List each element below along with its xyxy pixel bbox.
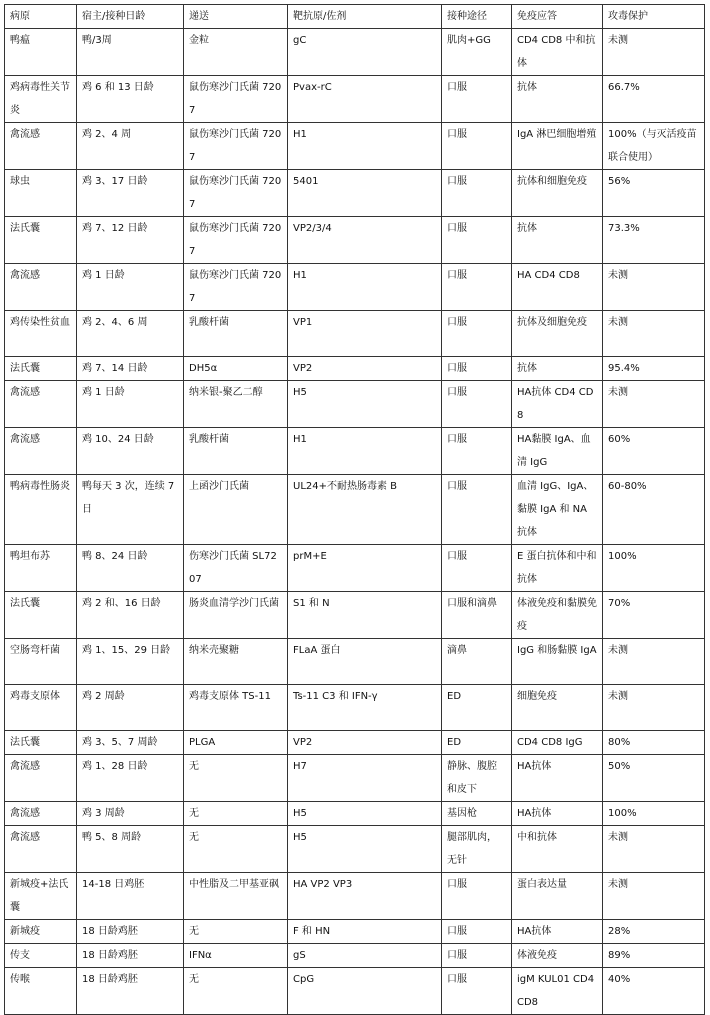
table-row [5, 475, 705, 545]
cell-challenge-protection: 70% [603, 592, 705, 639]
cell-antigen-adjuvant: VP2/3/4 [288, 217, 442, 264]
cell-challenge-protection: 60% [603, 428, 705, 475]
table-row [5, 76, 705, 123]
cell-route: 口服 [442, 381, 512, 428]
table-row [5, 29, 705, 76]
table-row [5, 920, 705, 944]
cell-host-age: 鸭 5、8 周龄 [77, 826, 184, 873]
table-row [5, 802, 705, 826]
cell-delivery: 中性脂及二甲基亚砜 [184, 873, 288, 920]
cell-delivery: IFNα [184, 944, 288, 968]
cell-antigen-adjuvant: UL24+不耐热肠毒素 B [288, 475, 442, 545]
cell-pathogen: 鸭病毒性肠炎 [5, 475, 77, 545]
table-row [5, 217, 705, 264]
cell-route: 口服 [442, 357, 512, 381]
table-row [5, 123, 705, 170]
cell-route: 口服 [442, 920, 512, 944]
cell-immune-response: HA黏膜 IgA、血清 IgG [512, 428, 603, 475]
cell-pathogen: 禽流感 [5, 755, 77, 802]
cell-delivery: 无 [184, 968, 288, 1015]
cell-pathogen: 禽流感 [5, 264, 77, 311]
vaccine-table [4, 4, 705, 1015]
cell-pathogen: 传支 [5, 944, 77, 968]
cell-pathogen: 禽流感 [5, 381, 77, 428]
cell-route: 口服 [442, 968, 512, 1015]
cell-antigen-adjuvant: H1 [288, 123, 442, 170]
table-row [5, 545, 705, 592]
cell-pathogen: 新城疫 [5, 920, 77, 944]
cell-route: ED [442, 685, 512, 731]
cell-antigen-adjuvant: H5 [288, 826, 442, 873]
cell-immune-response: 抗体及细胞免疫 [512, 311, 603, 357]
cell-delivery: 伤寒沙门氏菌 SL7207 [184, 545, 288, 592]
cell-route: 静脉、腹腔和皮下 [442, 755, 512, 802]
cell-pathogen: 法氏囊 [5, 592, 77, 639]
cell-host-age: 鸡 2 周龄 [77, 685, 184, 731]
cell-antigen-adjuvant: VP2 [288, 731, 442, 755]
header-row [5, 5, 705, 29]
cell-antigen-adjuvant: F 和 HN [288, 920, 442, 944]
cell-route: 口服 [442, 944, 512, 968]
cell-pathogen: 空肠弯杆菌 [5, 639, 77, 685]
cell-delivery: 上函沙门氏菌 [184, 475, 288, 545]
cell-antigen-adjuvant: gC [288, 29, 442, 76]
cell-delivery: 鼠伤寒沙门氏菌 7207 [184, 217, 288, 264]
cell-host-age: 鸡 3、17 日龄 [77, 170, 184, 217]
cell-immune-response: 抗体 [512, 76, 603, 123]
cell-delivery: PLGA [184, 731, 288, 755]
cell-route: 腿部肌肉，无针 [442, 826, 512, 873]
cell-host-age: 鸡 2、4、6 周 [77, 311, 184, 357]
cell-pathogen: 鸭坦布苏 [5, 545, 77, 592]
cell-pathogen: 球虫 [5, 170, 77, 217]
cell-route: 基因枪 [442, 802, 512, 826]
cell-host-age: 鸡 1、28 日龄 [77, 755, 184, 802]
cell-challenge-protection: 100% [603, 802, 705, 826]
cell-challenge-protection: 60-80% [603, 475, 705, 545]
cell-antigen-adjuvant: prM+E [288, 545, 442, 592]
cell-pathogen: 鸡毒支原体 [5, 685, 77, 731]
cell-immune-response: HA抗体 [512, 920, 603, 944]
cell-immune-response: 蛋白表达量 [512, 873, 603, 920]
cell-challenge-protection: 未测 [603, 311, 705, 357]
cell-route: 口服 [442, 76, 512, 123]
cell-challenge-protection: 未测 [603, 685, 705, 731]
cell-immune-response: 细胞免疫 [512, 685, 603, 731]
cell-immune-response: E 蛋白抗体和中和抗体 [512, 545, 603, 592]
cell-immune-response: 血清 IgG、IgA、黏膜 IgA 和 NA 抗体 [512, 475, 603, 545]
cell-route: 口服和滴鼻 [442, 592, 512, 639]
cell-antigen-adjuvant: CpG [288, 968, 442, 1015]
cell-immune-response: HA抗体 [512, 802, 603, 826]
cell-delivery: 乳酸杆菌 [184, 428, 288, 475]
cell-delivery: 肠炎血清学沙门氏菌 [184, 592, 288, 639]
cell-immune-response: 中和抗体 [512, 826, 603, 873]
cell-immune-response: 抗体 [512, 357, 603, 381]
cell-challenge-protection: 73.3% [603, 217, 705, 264]
cell-delivery: DH5α [184, 357, 288, 381]
cell-delivery: 金粒 [184, 29, 288, 76]
cell-host-age: 鸡 1 日龄 [77, 264, 184, 311]
cell-host-age: 鸡 3、5、7 周龄 [77, 731, 184, 755]
table-row [5, 381, 705, 428]
table-row [5, 968, 705, 1015]
cell-route: 滴鼻 [442, 639, 512, 685]
cell-antigen-adjuvant: 5401 [288, 170, 442, 217]
header-antigen-adjuvant: 靶抗原/佐剂 [288, 5, 442, 29]
cell-host-age: 鸡 6 和 13 日龄 [77, 76, 184, 123]
cell-route: 口服 [442, 873, 512, 920]
cell-antigen-adjuvant: S1 和 N [288, 592, 442, 639]
cell-challenge-protection: 28% [603, 920, 705, 944]
cell-challenge-protection: 80% [603, 731, 705, 755]
cell-delivery: 无 [184, 920, 288, 944]
table-row [5, 357, 705, 381]
cell-pathogen: 传喉 [5, 968, 77, 1015]
cell-delivery: 鼠伤寒沙门氏菌 7207 [184, 123, 288, 170]
cell-antigen-adjuvant: VP2 [288, 357, 442, 381]
table-row [5, 311, 705, 357]
table-row [5, 592, 705, 639]
cell-pathogen: 禽流感 [5, 428, 77, 475]
cell-immune-response: 抗体 [512, 217, 603, 264]
cell-antigen-adjuvant: H1 [288, 264, 442, 311]
cell-immune-response: 体液免疫和黏膜免疫 [512, 592, 603, 639]
cell-immune-response: igM KUL01 CD4 CD8 [512, 968, 603, 1015]
cell-challenge-protection: 100% [603, 545, 705, 592]
header-immune-response: 免疫应答 [512, 5, 603, 29]
cell-challenge-protection: 50% [603, 755, 705, 802]
cell-antigen-adjuvant: Ts-11 C3 和 IFN-γ [288, 685, 442, 731]
table-row [5, 170, 705, 217]
cell-route: 口服 [442, 311, 512, 357]
header-challenge-protection: 攻毒保护 [603, 5, 705, 29]
cell-route: 口服 [442, 170, 512, 217]
cell-pathogen: 新城疫+法氏囊 [5, 873, 77, 920]
cell-route: 口服 [442, 475, 512, 545]
cell-challenge-protection: 95.4% [603, 357, 705, 381]
cell-antigen-adjuvant: gS [288, 944, 442, 968]
cell-delivery: 纳米银-聚乙二醇 [184, 381, 288, 428]
cell-antigen-adjuvant: HA VP2 VP3 [288, 873, 442, 920]
table-row [5, 755, 705, 802]
cell-immune-response: 体液免疫 [512, 944, 603, 968]
cell-immune-response: CD4 CD8 中和抗体 [512, 29, 603, 76]
cell-delivery: 鼠伤寒沙门氏菌 7207 [184, 264, 288, 311]
header-pathogen: 病原 [5, 5, 77, 29]
cell-challenge-protection: 89% [603, 944, 705, 968]
cell-delivery: 纳米壳聚糖 [184, 639, 288, 685]
cell-host-age: 14-18 日鸡胚 [77, 873, 184, 920]
cell-host-age: 鸡 2 和、16 日龄 [77, 592, 184, 639]
cell-antigen-adjuvant: FLaA 蛋白 [288, 639, 442, 685]
cell-pathogen: 法氏囊 [5, 731, 77, 755]
header-delivery: 递送 [184, 5, 288, 29]
table-row [5, 428, 705, 475]
cell-host-age: 鸭 8、24 日龄 [77, 545, 184, 592]
cell-host-age: 鸡 3 周龄 [77, 802, 184, 826]
cell-pathogen: 鸡病毒性关节炎 [5, 76, 77, 123]
cell-pathogen: 禽流感 [5, 123, 77, 170]
cell-host-age: 鸭/3周 [77, 29, 184, 76]
cell-antigen-adjuvant: VP1 [288, 311, 442, 357]
cell-challenge-protection: 100%（与灭活疫苗联合使用） [603, 123, 705, 170]
cell-pathogen: 鸭瘟 [5, 29, 77, 76]
cell-pathogen: 法氏囊 [5, 357, 77, 381]
cell-challenge-protection: 56% [603, 170, 705, 217]
cell-pathogen: 法氏囊 [5, 217, 77, 264]
cell-route: 口服 [442, 123, 512, 170]
cell-pathogen: 鸡传染性贫血 [5, 311, 77, 357]
table-row [5, 639, 705, 685]
table-row [5, 873, 705, 920]
cell-host-age: 鸡 7、12 日龄 [77, 217, 184, 264]
cell-host-age: 18 日龄鸡胚 [77, 968, 184, 1015]
table-row [5, 685, 705, 731]
cell-challenge-protection: 未测 [603, 639, 705, 685]
cell-immune-response: IgG 和肠黏膜 IgA [512, 639, 603, 685]
cell-immune-response: IgA 淋巴细胞增殖 [512, 123, 603, 170]
cell-challenge-protection: 40% [603, 968, 705, 1015]
cell-immune-response: 抗体和细胞免疫 [512, 170, 603, 217]
cell-challenge-protection: 未测 [603, 826, 705, 873]
cell-host-age: 鸡 1、15、29 日龄 [77, 639, 184, 685]
cell-route: 口服 [442, 545, 512, 592]
cell-immune-response: CD4 CD8 IgG [512, 731, 603, 755]
table-row [5, 826, 705, 873]
cell-antigen-adjuvant: H5 [288, 802, 442, 826]
cell-immune-response: HA抗体 CD4 CD8 [512, 381, 603, 428]
cell-antigen-adjuvant: H7 [288, 755, 442, 802]
header-host-age: 宿主/接种日龄 [77, 5, 184, 29]
cell-challenge-protection: 未测 [603, 29, 705, 76]
cell-antigen-adjuvant: Pvax-rC [288, 76, 442, 123]
cell-route: 口服 [442, 428, 512, 475]
cell-delivery: 鼠伤寒沙门氏菌 7207 [184, 76, 288, 123]
cell-challenge-protection: 未测 [603, 264, 705, 311]
cell-host-age: 鸭每天 3 次，连续 7 日 [77, 475, 184, 545]
cell-route: 口服 [442, 217, 512, 264]
cell-challenge-protection: 66.7% [603, 76, 705, 123]
cell-immune-response: HA CD4 CD8 [512, 264, 603, 311]
cell-host-age: 鸡 10、24 日龄 [77, 428, 184, 475]
cell-delivery: 鼠伤寒沙门氏菌 7207 [184, 170, 288, 217]
cell-pathogen: 禽流感 [5, 826, 77, 873]
table-row [5, 731, 705, 755]
cell-delivery: 无 [184, 826, 288, 873]
cell-challenge-protection: 未测 [603, 873, 705, 920]
cell-immune-response: HA抗体 [512, 755, 603, 802]
cell-pathogen: 禽流感 [5, 802, 77, 826]
cell-delivery: 乳酸杆菌 [184, 311, 288, 357]
header-route: 接种途径 [442, 5, 512, 29]
cell-host-age: 鸡 1 日龄 [77, 381, 184, 428]
cell-host-age: 鸡 2、4 周 [77, 123, 184, 170]
cell-antigen-adjuvant: H5 [288, 381, 442, 428]
cell-antigen-adjuvant: H1 [288, 428, 442, 475]
table-body [5, 29, 705, 1015]
table-row [5, 944, 705, 968]
cell-route: ED [442, 731, 512, 755]
cell-route: 口服 [442, 264, 512, 311]
cell-delivery: 无 [184, 755, 288, 802]
cell-route: 肌肉+GG [442, 29, 512, 76]
cell-delivery: 无 [184, 802, 288, 826]
cell-host-age: 18 日龄鸡胚 [77, 944, 184, 968]
cell-host-age: 鸡 7、14 日龄 [77, 357, 184, 381]
table-row [5, 264, 705, 311]
cell-host-age: 18 日龄鸡胚 [77, 920, 184, 944]
cell-challenge-protection: 未测 [603, 381, 705, 428]
cell-delivery: 鸡毒支原体 TS-11 [184, 685, 288, 731]
